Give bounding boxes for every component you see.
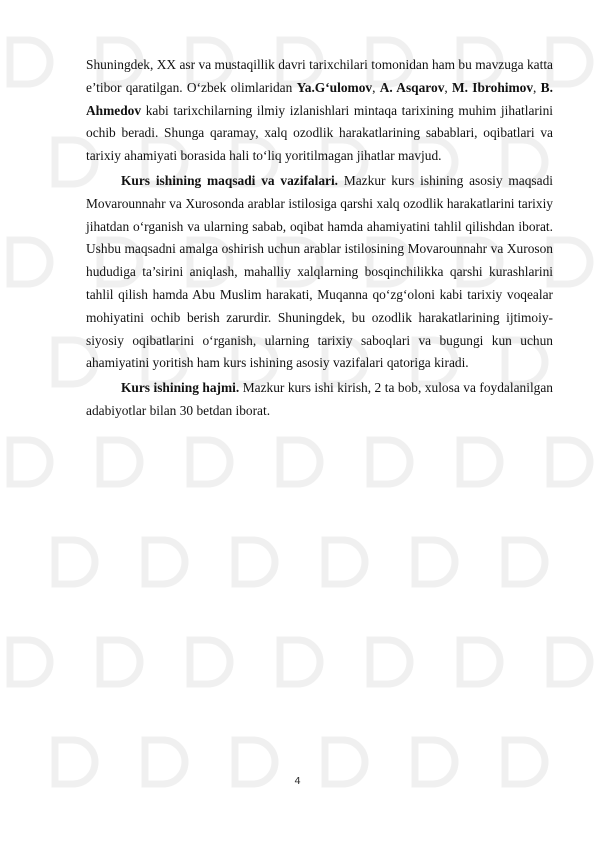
section-heading-volume: Kurs ishining hajmi. <box>121 380 240 396</box>
text-run: Mazkur kurs ishi kirish, 2 ta bob, xulosa va foydalanilgan adabiyotlar bilan 30 betdan iborat. <box>86 380 553 418</box>
text-run: Shuningdek, XX asr va mustaqillik davri tarixchilari tomonidan ham bu mavzuga katta e’tibor qaratilgan. O‘zbek olimlaridan <box>86 57 553 95</box>
text-run: , <box>372 79 380 95</box>
scholar-name-asqarov: A. Asqarov <box>379 79 445 95</box>
text-run: kabi tarixchilarning ilmiy izlanishlari mintaqa tarixining muhim jihatlarini ochib beradi. Shunga qaramay, xalq ozodlik harakatlarining sabablari, oqibatlari va tarixiy ahamiyati borasida hali to‘liq yoritilmagan jihatlar mavjud. <box>86 102 553 164</box>
paragraph-historiography <box>86 54 553 168</box>
scholar-name-ahmedov: B. Ahmedov <box>86 79 553 118</box>
paragraph-goals <box>86 170 553 375</box>
text-run: , <box>533 79 541 95</box>
scholar-name-ibrohimov: M. Ibrohimov <box>452 79 534 95</box>
section-heading-goals: Kurs ishining maqsadi va vazifalari. <box>121 172 339 188</box>
paragraph-volume <box>86 377 553 423</box>
text-run: , <box>444 79 453 95</box>
page-number: 4 <box>294 776 301 787</box>
document-body <box>86 54 553 423</box>
text-run: Mazkur kurs ishining asosiy maqsadi Movarounnahr va Xurosonda arablar istilosiga qarshi xalq ozodlik harakatlarini tarixiy jihatdan o‘rganish va ularning sabab, oqibat hamda ahamiyatini tahlil qilishdan iborat. Ushbu maqsadni amalga oshirish uchun arablar istilosining Movarounnahr va Xuroson hududiga ta’sirini aniqlash, mahalliy xalqlarning bosqinchilikka qarshi kurashlarini tahlil qilish hamda Abu Muslim harakati, Muqanna qo‘zg‘oloni kabi tarixiy voqealar mohiyatini ochib berish zarurdir. Shuningdek, bu ozodlik harakatlarining ijtimoiy-siyosiy oqibatlarini o‘rganish, ularning tarixiy saboqlari va bugungi kun uchun ahamiyatini yoritish ham kurs ishining asosiy vazifalari qatoriga kiradi. <box>86 172 553 371</box>
scholar-name-gulomov: Ya.G‘ulomov <box>296 79 373 95</box>
